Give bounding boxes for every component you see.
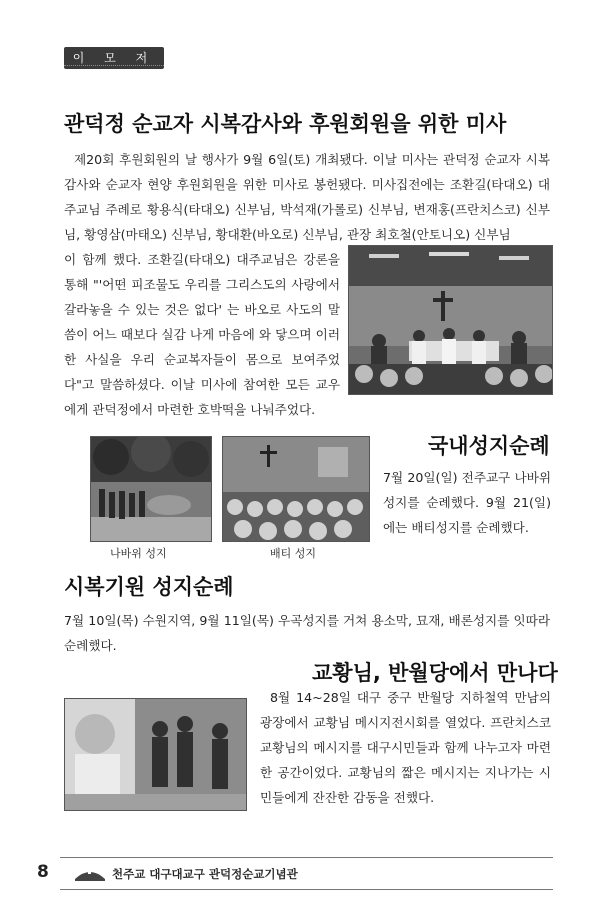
nabawi-photo [90, 436, 212, 542]
footer-top-rule [60, 857, 553, 858]
pope-exhibit-photo [64, 698, 247, 811]
page-number: 8 [37, 862, 49, 882]
section-tag: 이 모 저 모 [64, 47, 164, 69]
org-logo-icon [73, 863, 107, 883]
article-2-title: 국내성지순례 [428, 434, 550, 458]
article-3-title: 시복기원 성지순례 [64, 575, 234, 599]
article-1-wrap-text: 이 함께 했다. 조환길(타대오) 대주교님은 강론을 통해 "'어떤 피조물도 우리를 그리스도의 사랑에서 갈라놓을 수 있는 것은 없다' 는 바오로 사도의 말씀이 어느 때보다 실감 나게 마음에 와 닿으며 이러한 사실을 우리 순교복자들이 몸으로 보여주었다"고 말씀하셨다. 이날 미사에 참여한 모든 교우에게 관덕정에서 마련한 호박떡을 나눠주었다. [64, 252, 340, 417]
footer-bottom-rule [60, 889, 553, 890]
article-1-intro: 제20회 후원회원의 날 행사가 9월 6일(토) 개최됐다. 이날 미사는 관덕정 순교자 시복감사와 순교자 현양 후원회원을 위한 미사로 봉헌됐다. 미사집전에는 조환길(타대오) 대주교님 주례로 황용식(타대오) 신부님, 박석재(가롤로) 신부님, 변재홍(프란치스코) 신부님, 황영삼(마태오) 신부님, 황대환(바오로) 신부님, 관장 최호철(안토니오) 신부님 [64, 152, 550, 242]
article-1-title: 관덕정 순교자 시복감사와 후원회원을 위한 미사 [64, 112, 507, 136]
article-2-body: 7월 20일(일) 전주교구 나바위 성지를 순례했다. 9월 21(일)에는 배티성지를 순례했다. [383, 470, 551, 535]
mass-photo [348, 245, 553, 395]
baeti-photo [222, 436, 370, 542]
article-3-body: 7월 10일(목) 수원지역, 9월 11일(목) 우곡성지를 거쳐 용소막, 묘재, 배론성지를 잇따라 순례했다. [64, 613, 550, 653]
article-4-title: 교황님, 반월당에서 만나다 [312, 661, 558, 685]
article-4-body: 8월 14~28일 대구 중구 반월당 지하철역 만남의 광장에서 교황님 메시지전시회를 열었다. 프란치스코 교황님의 메시지를 대구시민들과 함께 나누고자 마련한 공간이었다. 교황님의 짧은 메시지는 지나가는 시민들에게 잔잔한 감동을 전했다. [260, 690, 551, 805]
footer-org-name: 천주교 대구대교구 관덕정순교기념관 [112, 867, 298, 881]
baeti-caption: 배티 성지 [270, 547, 317, 560]
nabawi-caption: 나바위 성지 [110, 547, 167, 560]
